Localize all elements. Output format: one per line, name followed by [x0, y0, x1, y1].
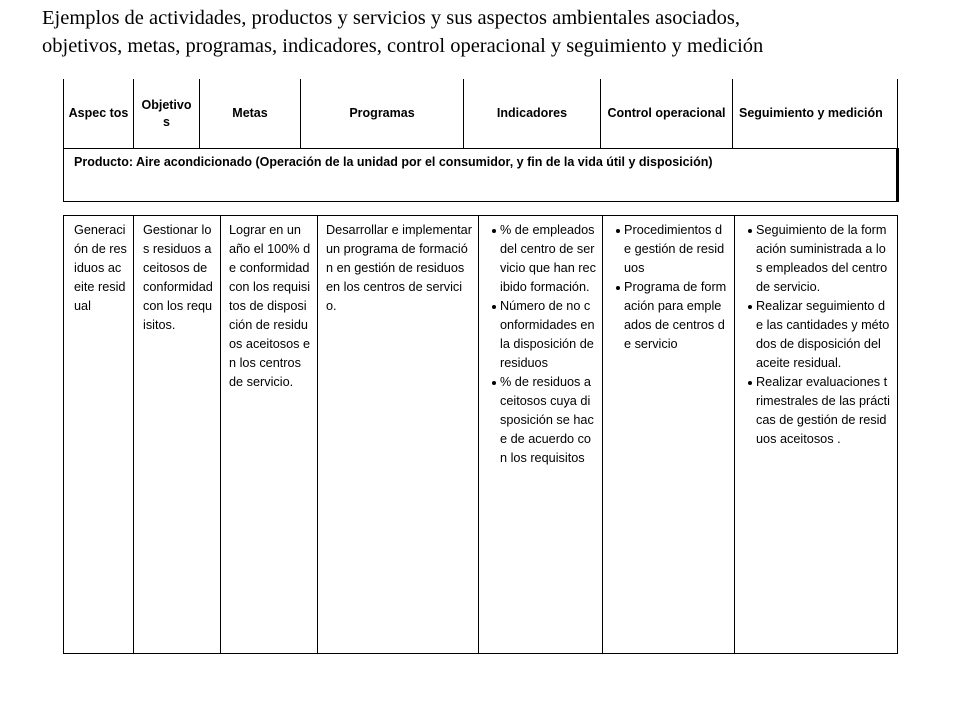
header-aspectos: Aspec tos — [64, 79, 134, 149]
cell-control — [603, 216, 735, 654]
product-row: Producto: Aire acondicionado (Operación de la unidad por el consumidor, y fin de la vida útil y disposición) — [64, 149, 898, 202]
list-item: Realizar seguimiento de las cantidades y métodos de disposición del aceite residual. — [745, 297, 891, 373]
cell-aspecto: Generación de residuos aceite residual — [64, 216, 134, 654]
header-objetivos: Objetivo s — [134, 79, 200, 149]
list-item: Realizar evaluaciones trimestrales de las prácticas de gestión de residuos aceitosos . — [745, 373, 891, 449]
header-indicadores: Indicadores — [464, 79, 601, 149]
header-programas: Programas — [301, 79, 464, 149]
title-line-1: Ejemplos de actividades, productos y servicios y sus aspectos ambientales asociados, — [42, 7, 740, 29]
list-item: % de residuos aceitosos cuya disposición se hace de acuerdo con los requisitos — [489, 373, 596, 468]
title-line-2: objetivos, metas, programas, indicadores, control operacional y seguimiento y medición — [42, 35, 764, 57]
header-table — [63, 79, 899, 202]
list-item: Seguimiento de la formación suministrada a los empleados del centro de servicio. — [745, 221, 891, 297]
cell-programa: Desarrollar e implementar un programa de formación en gestión de residuos en los centros de servicio. — [318, 216, 479, 654]
cell-meta: Lograr en un año el 100% de conformidad con los requisitos de disposición de residuos aceitosos en los centros de servicio. — [221, 216, 318, 654]
detail-table — [63, 215, 898, 654]
list-item: % de empleados del centro de servicio que han recibido formación. — [489, 221, 596, 297]
header-metas: Metas — [200, 79, 301, 149]
cell-seguimiento — [735, 216, 898, 654]
list-item: Programa de formación para empleados de centros de servicio — [613, 278, 728, 354]
page-title — [42, 4, 942, 60]
table-row — [64, 216, 898, 654]
header-control: Control operacional — [601, 79, 733, 149]
list-item: Número de no conformidades en la disposición de residuos — [489, 297, 596, 373]
list-item: Procedimientos de gestión de residuos — [613, 221, 728, 278]
header-seguimiento: Seguimiento y medición — [733, 79, 898, 149]
cell-indicadores — [479, 216, 603, 654]
cell-objetivo: Gestionar los residuos aceitosos de conformidad con los requisitos. — [134, 216, 221, 654]
